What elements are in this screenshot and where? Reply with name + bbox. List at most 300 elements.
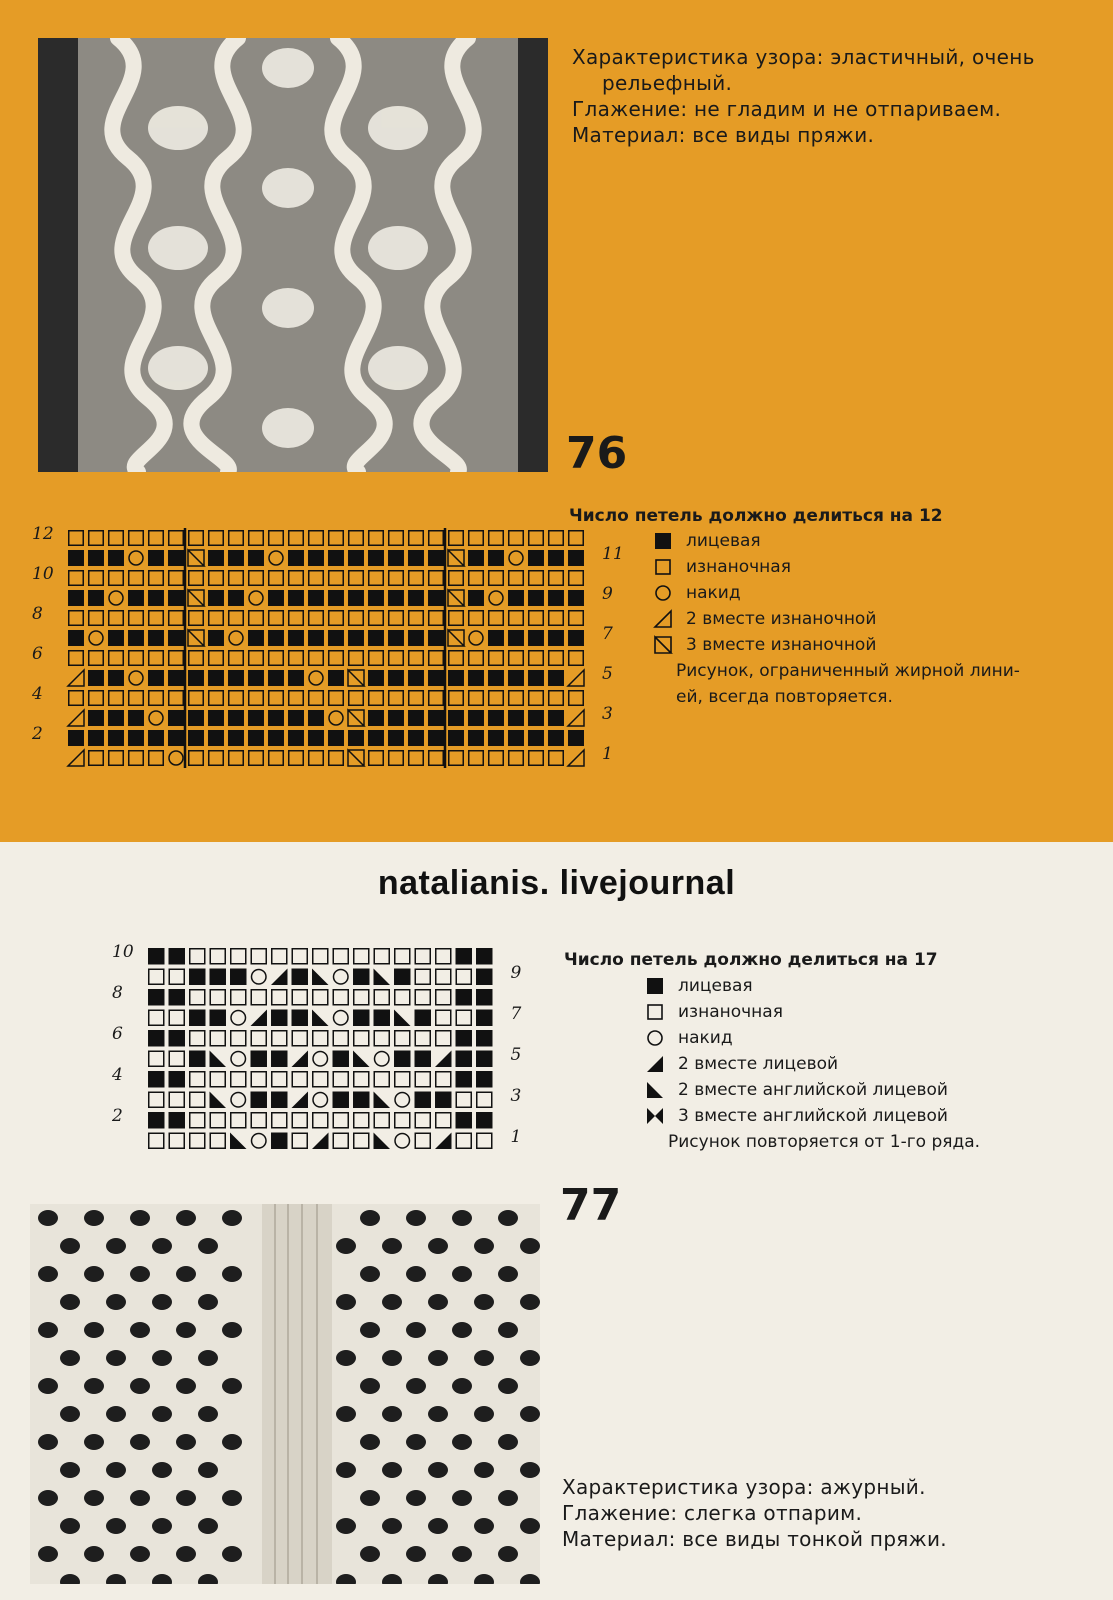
- chart-cell: [508, 630, 524, 646]
- chart-cell: [149, 1010, 164, 1025]
- lace-hole: [222, 1266, 242, 1282]
- legend-item-k2tog: 2 вместе лицевой: [644, 1051, 980, 1077]
- pattern-77-note: Рисунок повторяется от 1-го ряда.: [668, 1132, 981, 1152]
- chart-cell: [272, 1031, 287, 1046]
- chart-cell: [528, 630, 544, 646]
- chart-cell: [149, 651, 164, 666]
- pattern-77-number: 77: [560, 1180, 622, 1231]
- chart-cell: [548, 550, 564, 566]
- chart-cell: [169, 1092, 184, 1107]
- chart-cell: [292, 1113, 307, 1128]
- chart-cell: [548, 710, 564, 726]
- chart-cell: [188, 730, 204, 746]
- chart-cell: [309, 531, 324, 546]
- chart-cell: [169, 1030, 186, 1047]
- chart-cell: [149, 969, 164, 984]
- characteristics-line-2: рельефный.: [602, 71, 733, 95]
- chart-cell: [368, 550, 384, 566]
- chart-cell: [394, 969, 411, 986]
- chart-cell: [415, 990, 430, 1005]
- lace-hole: [38, 1210, 58, 1226]
- chart-cell: [428, 670, 444, 686]
- lace-hole: [452, 1490, 472, 1506]
- legend-item-yarn-over: накид: [644, 1025, 980, 1051]
- chart-cell: [149, 1051, 164, 1066]
- lace-hole: [198, 1518, 218, 1534]
- chart-cell: [149, 1092, 164, 1107]
- pattern-76-number: 76: [566, 428, 628, 479]
- lace-hole: [152, 1350, 172, 1366]
- row-number-right: 7: [510, 1003, 522, 1024]
- lace-hole: [176, 1266, 196, 1282]
- chart-cell: [374, 1092, 391, 1109]
- lace-hole: [336, 1462, 356, 1478]
- legend-item-purl: изнаночная: [652, 554, 1020, 580]
- row-number-left: 6: [32, 644, 43, 664]
- chart-cell: [168, 590, 184, 606]
- chart-cell: [509, 531, 524, 546]
- chart-cell: [348, 550, 364, 566]
- chart-cell: [68, 750, 84, 766]
- chart-cell: [209, 751, 224, 766]
- lace-hole: [520, 1518, 540, 1534]
- chart-cell: [248, 630, 264, 646]
- chart-cell: [388, 710, 404, 726]
- chart-cell: [468, 550, 484, 566]
- chart-cell: [449, 651, 464, 666]
- chart-cell: [388, 670, 404, 686]
- chart-cell: [394, 1051, 411, 1068]
- chart-cell: [268, 730, 284, 746]
- chart-cell: [168, 670, 184, 686]
- chart-cell: [69, 571, 84, 586]
- chart-cell: [374, 990, 389, 1005]
- chart-cell: [288, 590, 304, 606]
- chart-cell: [568, 670, 584, 686]
- chart-cell: [228, 710, 244, 726]
- chart-cell: [429, 651, 444, 666]
- chart-cell: [68, 630, 84, 646]
- chart-cell: [190, 990, 205, 1005]
- chart-cell: [349, 651, 364, 666]
- lace-hole: [38, 1266, 58, 1282]
- lace-hole: [84, 1546, 104, 1562]
- lace-hole: [60, 1294, 80, 1310]
- chart-cell: [209, 531, 224, 546]
- chart-cell: [389, 651, 404, 666]
- chart-cell: [476, 989, 493, 1006]
- chart-cell: [348, 730, 364, 746]
- chart-cell: [468, 710, 484, 726]
- lace-hole: [452, 1322, 472, 1338]
- chart-cell: [69, 691, 84, 706]
- lace-hole: [38, 1322, 58, 1338]
- lace-hole: [198, 1238, 218, 1254]
- lace-hole: [336, 1518, 356, 1534]
- lace-hole: [474, 1462, 494, 1478]
- chart-cell: [228, 730, 244, 746]
- chart-cell: [528, 590, 544, 606]
- lace-hole: [106, 1294, 126, 1310]
- chart-cell: [292, 1051, 309, 1068]
- lace-hole: [382, 1238, 402, 1254]
- chart-cell: [308, 630, 324, 646]
- lace-hole: [382, 1294, 402, 1310]
- chart-cell: [549, 691, 564, 706]
- row-number-left: 2: [32, 724, 43, 744]
- chart-cell: [569, 531, 584, 546]
- chart-cell: [409, 691, 424, 706]
- lace-hole: [382, 1518, 402, 1534]
- chart-cell: [569, 611, 584, 626]
- chart-cell: [328, 550, 344, 566]
- chart-cell: [456, 969, 471, 984]
- pattern-76-legend: [652, 528, 1020, 710]
- chart-cell: [108, 730, 124, 746]
- chart-cell: [334, 970, 349, 985]
- chart-cell: [428, 630, 444, 646]
- chart-cell: [169, 1051, 184, 1066]
- legend-item-p3tog: 3 вместе изнаночной: [652, 632, 1020, 658]
- chart-cell: [415, 1092, 432, 1109]
- chart-cell: [435, 1092, 452, 1109]
- chart-cell: [148, 590, 164, 606]
- chart-cell: [108, 710, 124, 726]
- left-triangle-icon: [644, 1080, 666, 1100]
- lace-hole: [222, 1434, 242, 1450]
- chart-cell: [509, 571, 524, 586]
- pattern-76-photo: [38, 38, 548, 472]
- lace-hole: [406, 1322, 426, 1338]
- chart-cell: [272, 1113, 287, 1128]
- chart-cell: [169, 531, 184, 546]
- chart-cell: [388, 730, 404, 746]
- chart-cell: [509, 651, 524, 666]
- chart-cell: [189, 751, 204, 766]
- ironing-text: Глажение: не гладим и не отпариваем.: [572, 97, 1002, 121]
- lace-hole: [452, 1210, 472, 1226]
- chart-cell: [309, 651, 324, 666]
- chart-cell: [251, 949, 266, 964]
- chart-cell: [408, 550, 424, 566]
- chart-cell: [449, 571, 464, 586]
- chart-cell: [251, 1092, 268, 1109]
- chart-cell: [190, 1133, 205, 1148]
- bow-triangle-icon: [644, 1106, 666, 1126]
- lace-hole: [130, 1210, 150, 1226]
- lace-hole: [60, 1238, 80, 1254]
- chart-cell: [348, 590, 364, 606]
- chart-cell: [88, 590, 104, 606]
- legend-item-purl: изнаночная: [644, 999, 980, 1025]
- chart-cell: [109, 651, 124, 666]
- row-number-left: 4: [32, 684, 43, 704]
- chart-cell: [129, 691, 144, 706]
- chart-cell: [353, 969, 370, 986]
- chart-cell: [89, 751, 104, 766]
- lace-hole: [176, 1210, 196, 1226]
- chart-cell: [509, 551, 523, 565]
- chart-cell: [415, 949, 430, 964]
- chart-cell: [229, 531, 244, 546]
- chart-cell: [389, 531, 404, 546]
- legend-item-knit: лицевая: [652, 528, 1020, 554]
- chart-cell: [272, 990, 287, 1005]
- chart-cell: [395, 1072, 410, 1087]
- chart-cell: [368, 630, 384, 646]
- lace-hole: [406, 1546, 426, 1562]
- lace-hole: [106, 1462, 126, 1478]
- lace-hole: [152, 1462, 172, 1478]
- chart-cell: [395, 949, 410, 964]
- chart-cell: [249, 651, 264, 666]
- chart-cell: [149, 611, 164, 626]
- lace-hole: [130, 1434, 150, 1450]
- lace-hole: [222, 1322, 242, 1338]
- chart-cell: [476, 1010, 493, 1027]
- chart-cell: [231, 1052, 246, 1067]
- chart-cell: [129, 671, 143, 685]
- chart-cell: [333, 1072, 348, 1087]
- chart-cell: [448, 670, 464, 686]
- chart-cell: [228, 590, 244, 606]
- chart-cell: [549, 651, 564, 666]
- lace-hole: [130, 1490, 150, 1506]
- chart-cell: [230, 969, 247, 986]
- chart-cell: [209, 691, 224, 706]
- chart-cell: [271, 1051, 288, 1068]
- chart-cell: [429, 571, 444, 586]
- chart-cell: [354, 1072, 369, 1087]
- chart-cell: [208, 590, 224, 606]
- chart-cell: [148, 1112, 165, 1129]
- chart-cell: [189, 651, 204, 666]
- chart-cell: [88, 710, 104, 726]
- pattern-76-stitch-rule: Число петель должно делиться на 12: [569, 506, 943, 526]
- chart-cell: [395, 1093, 410, 1108]
- lace-hole: [520, 1462, 540, 1478]
- pattern-76-chart: [66, 528, 586, 780]
- chart-cell: [68, 550, 84, 566]
- chart-cell: [549, 751, 564, 766]
- chart-cell: [489, 531, 504, 546]
- legend-item-sk2p: 3 вместе английской лицевой: [644, 1103, 980, 1129]
- chart-cell: [309, 751, 324, 766]
- chart-cell: [190, 1072, 205, 1087]
- chart-cell: [189, 571, 204, 586]
- right-triangle-icon: [644, 1054, 666, 1074]
- chart-cell: [508, 670, 524, 686]
- pattern-77-legend: [644, 973, 980, 1155]
- chart-cell: [272, 1072, 287, 1087]
- chart-cell: [109, 571, 124, 586]
- chart-cell: [169, 1071, 186, 1088]
- chart-cell: [329, 611, 344, 626]
- chart-cell: [89, 651, 104, 666]
- chart-cell: [209, 611, 224, 626]
- chart-cell: [374, 1072, 389, 1087]
- chart-cell: [449, 691, 464, 706]
- chart-cell: [289, 611, 304, 626]
- chart-cell: [353, 1010, 370, 1027]
- chart-cell: [489, 751, 504, 766]
- chart-cell: [313, 1113, 328, 1128]
- chart-cell: [129, 531, 144, 546]
- chart-cell: [309, 571, 324, 586]
- chart-cell: [436, 1072, 451, 1087]
- lace-hole: [406, 1490, 426, 1506]
- chart-cell: [313, 1072, 328, 1087]
- chart-cell: [249, 691, 264, 706]
- chart-cell: [333, 1031, 348, 1046]
- chart-cell: [328, 630, 344, 646]
- chart-cell: [508, 590, 524, 606]
- chart-cell: [456, 1030, 473, 1047]
- lace-hole: [198, 1406, 218, 1422]
- chart-cell: [488, 670, 504, 686]
- chart-cell: [329, 711, 343, 725]
- chart-cell: [409, 651, 424, 666]
- chart-cell: [269, 611, 284, 626]
- lace-hole: [336, 1238, 356, 1254]
- chart-cell: [395, 990, 410, 1005]
- lace-hole: [428, 1294, 448, 1310]
- chart-cell: [429, 751, 444, 766]
- chart-cell: [349, 571, 364, 586]
- chart-cell: [449, 751, 464, 766]
- chart-cell: [548, 730, 564, 746]
- chart-cell: [149, 711, 163, 725]
- chart-cell: [292, 969, 309, 986]
- chart-cell: [88, 550, 104, 566]
- chart-cell: [369, 531, 384, 546]
- chart-cell: [509, 751, 524, 766]
- lace-hole: [360, 1210, 380, 1226]
- chart-cell: [149, 1133, 164, 1148]
- lace-hole: [498, 1266, 518, 1282]
- chart-cell: [252, 970, 267, 985]
- chart-cell: [148, 630, 164, 646]
- chart-cell: [415, 1133, 430, 1148]
- chart-cell: [348, 710, 364, 726]
- chart-cell: [108, 630, 124, 646]
- chart-cell: [169, 969, 184, 984]
- chart-cell: [69, 531, 84, 546]
- chart-cell: [528, 730, 544, 746]
- chart-cell: [476, 1051, 493, 1068]
- chart-cell: [210, 1010, 227, 1027]
- chart-cell: [389, 691, 404, 706]
- lace-hole: [176, 1546, 196, 1562]
- chart-cell: [208, 670, 224, 686]
- chart-cell: [488, 630, 504, 646]
- chart-cell: [168, 730, 184, 746]
- chart-cell: [292, 1010, 309, 1027]
- chart-cell: [188, 630, 204, 646]
- row-number-right: 3: [510, 1085, 522, 1106]
- chart-cell: [312, 969, 329, 986]
- chart-cell: [189, 969, 206, 986]
- characteristics-text: Характеристика узора: ажурный.: [562, 1475, 926, 1499]
- chart-cell: [569, 571, 584, 586]
- chart-cell: [568, 750, 584, 766]
- lace-hole: [520, 1350, 540, 1366]
- chart-cell: [210, 990, 225, 1005]
- chart-cell: [415, 1113, 430, 1128]
- chart-cell: [190, 1113, 205, 1128]
- chart-cell: [436, 990, 451, 1005]
- chart-cell: [251, 1031, 266, 1046]
- lace-hole: [38, 1546, 58, 1562]
- chart-cell: [354, 1031, 369, 1046]
- row-number-left: 8: [32, 604, 43, 624]
- chart-cell: [528, 670, 544, 686]
- lace-hole: [176, 1322, 196, 1338]
- chart-cell: [149, 691, 164, 706]
- chart-cell: [568, 710, 584, 726]
- chart-cell: [228, 670, 244, 686]
- chart-cell: [429, 531, 444, 546]
- chart-cell: [408, 590, 424, 606]
- chart-cell: [209, 571, 224, 586]
- chart-cell: [248, 550, 264, 566]
- chart-cell: [169, 611, 184, 626]
- chart-cell: [349, 531, 364, 546]
- lace-hole: [84, 1322, 104, 1338]
- chart-cell: [231, 990, 246, 1005]
- chart-cell: [231, 949, 246, 964]
- lace-hole: [428, 1238, 448, 1254]
- chart-cell: [230, 1133, 247, 1150]
- row-number-right: 7: [602, 624, 613, 644]
- chart-cell: [529, 571, 544, 586]
- row-number-left: 8: [112, 983, 123, 1003]
- chart-cell: [436, 949, 451, 964]
- chart-cell: [488, 550, 504, 566]
- lace-hole: [38, 1378, 58, 1394]
- lace-hole: [474, 1294, 494, 1310]
- chart-cell: [429, 611, 444, 626]
- chart-cell: [488, 730, 504, 746]
- pattern-77-photo: [30, 1204, 540, 1584]
- chart-cell: [309, 691, 324, 706]
- chart-cell: [129, 651, 144, 666]
- chart-cell: [269, 691, 284, 706]
- chart-cell: [328, 730, 344, 746]
- chart-cell: [529, 751, 544, 766]
- chart-cell: [568, 630, 584, 646]
- chart-cell: [429, 691, 444, 706]
- chart-cell: [289, 751, 304, 766]
- chart-cell: [415, 969, 430, 984]
- chart-cell: [129, 571, 144, 586]
- chart-cell: [210, 1051, 227, 1068]
- chart-cell: [190, 1031, 205, 1046]
- chart-cell: [108, 670, 124, 686]
- chart-cell: [394, 1010, 411, 1027]
- chart-cell: [456, 1092, 471, 1107]
- chart-cell: [374, 1010, 391, 1027]
- lace-hole: [130, 1266, 150, 1282]
- chart-cell: [548, 630, 564, 646]
- chart-cell: [249, 611, 264, 626]
- chart-cell: [469, 631, 483, 645]
- chart-cell: [210, 1133, 225, 1148]
- chart-cell: [190, 1092, 205, 1107]
- chart-cell: [333, 1113, 348, 1128]
- chart-cell: [128, 710, 144, 726]
- chart-cell: [288, 730, 304, 746]
